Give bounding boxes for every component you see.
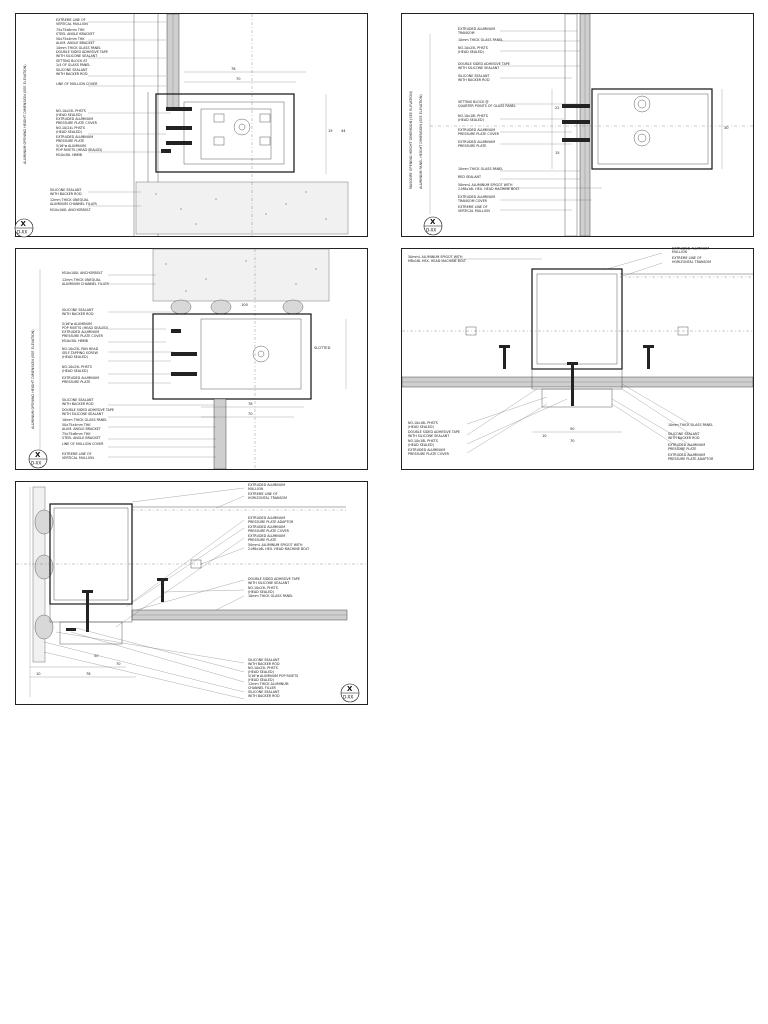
svg-text:DOUBLE SIDED ADHESIVE TAPE: DOUBLE SIDED ADHESIVE TAPE <box>458 62 510 66</box>
svg-text:WITH BACKER ROD: WITH BACKER ROD <box>668 436 700 440</box>
svg-text:75x75x6mm THK: 75x75x6mm THK <box>56 28 85 32</box>
vertical-dimension-text: ALUMINUM OPENING HEIGHT DIMENSION (SEE ELEVATION) <box>23 64 27 164</box>
svg-text:WITH SILICONE SEALANT: WITH SILICONE SEALANT <box>458 66 500 70</box>
svg-text:75x75x6mm THK: 75x75x6mm THK <box>62 432 91 436</box>
svg-text:EXTRUDED ALUMINUM: EXTRUDED ALUMINUM <box>62 376 100 380</box>
svg-text:PRESSURE PLATE: PRESSURE PLATE <box>248 538 277 542</box>
svg-text:10mm THICK GLASS PANEL: 10mm THICK GLASS PANEL <box>458 167 504 171</box>
svg-text:50mmL ALUMINUM SPIGOT WITH: 50mmL ALUMINUM SPIGOT WITH <box>408 255 463 259</box>
svg-text:SILICONE SEALANT: SILICONE SEALANT <box>62 398 94 402</box>
svg-text:SILICONE SEALANT: SILICONE SEALANT <box>248 690 280 694</box>
dimension-30: 30 <box>724 126 729 130</box>
dimension-78: 78 <box>86 672 91 676</box>
mullion-profile <box>50 504 132 604</box>
detail-sheet-3 <box>15 248 368 470</box>
concrete-slab <box>136 182 348 234</box>
callout-labels <box>248 483 310 698</box>
svg-text:WITH BACKER ROD: WITH BACKER ROD <box>248 662 280 666</box>
svg-text:SETTING BLOCK @: SETTING BLOCK @ <box>458 100 489 104</box>
svg-text:EXTRUDED ALUMINUM: EXTRUDED ALUMINUM <box>62 330 100 334</box>
svg-text:SETTING BLOCK AT: SETTING BLOCK AT <box>56 59 88 63</box>
svg-text:X: X <box>35 451 41 459</box>
mullion-profile <box>153 314 311 399</box>
callout-labels <box>62 271 114 460</box>
svg-text:WITH BACKER ROD: WITH BACKER ROD <box>248 694 280 698</box>
svg-text:PRESSURE PLATE ADAPTOR: PRESSURE PLATE ADAPTOR <box>668 457 714 461</box>
detail-sheet-5 <box>15 481 368 705</box>
svg-text:DOUBLE SIDED ADHESIVE TAPE: DOUBLE SIDED ADHESIVE TAPE <box>248 577 300 581</box>
dimension-50: 50 <box>94 654 99 658</box>
svg-text:ALUMINUM CHANNEL FILLER: ALUMINUM CHANNEL FILLER <box>62 282 109 286</box>
svg-text:(HEAD SEALED): (HEAD SEALED) <box>62 369 88 373</box>
dimension-19: 19 <box>328 129 333 133</box>
svg-text:EXTRUDED ALUMINUM: EXTRUDED ALUMINUM <box>458 140 496 144</box>
svg-text:WITH SILICONE SEALANT: WITH SILICONE SEALANT <box>408 434 450 438</box>
vertical-dimension-text: ALUMINUM PANEL HEIGHT DIMENSION (SEE ELEVATION) <box>419 94 423 189</box>
svg-text:WITH BACKER ROD: WITH BACKER ROD <box>62 402 94 406</box>
svg-text:NO.10x25L PAN HEAD: NO.10x25L PAN HEAD <box>62 347 99 351</box>
screw-icon <box>66 578 168 632</box>
svg-text:EXTREME LINE OF: EXTREME LINE OF <box>62 452 92 456</box>
detail-tag <box>29 450 47 468</box>
svg-text:TRANSOM COVER: TRANSOM COVER <box>458 199 487 203</box>
svg-text:EXTRUDED ALUMINUM: EXTRUDED ALUMINUM <box>248 516 286 520</box>
svg-text:WITH SILICONE SEALANT: WITH SILICONE SEALANT <box>56 54 98 58</box>
svg-text:EXTRUDED ALUMINUM: EXTRUDED ALUMINUM <box>458 128 496 132</box>
svg-text:(HEAD SEALED): (HEAD SEALED) <box>248 678 274 682</box>
svg-text:SELF-TAPPING SCREW: SELF-TAPPING SCREW <box>62 351 98 355</box>
mullion-profile <box>532 269 622 369</box>
svg-text:SILICONE SEALANT: SILICONE SEALANT <box>56 68 88 72</box>
svg-text:WITH BACKER ROD: WITH BACKER ROD <box>458 78 490 82</box>
svg-text:EXTRUDED ALUMINUM: EXTRUDED ALUMINUM <box>672 246 710 251</box>
svg-text:POP RIVETS (HEAD SEALED): POP RIVETS (HEAD SEALED) <box>62 326 109 330</box>
svg-text:(HEAD SEALED): (HEAD SEALED) <box>408 443 434 447</box>
dimension-78: 78 <box>231 67 236 71</box>
svg-text:M10x30L HBMB: M10x30L HBMB <box>62 339 88 343</box>
svg-text:NO.10/24L PHSTS: NO.10/24L PHSTS <box>56 126 86 130</box>
svg-text:DOUBLE SIDED ADHESIVE TAPE: DOUBLE SIDED ADHESIVE TAPE <box>56 50 108 54</box>
callout-labels <box>408 247 714 462</box>
dimension-22: 22 <box>555 106 560 110</box>
screw-icon <box>171 329 197 376</box>
svg-text:EXTRUDED ALUMINUM: EXTRUDED ALUMINUM <box>668 453 706 457</box>
svg-text:PRESSURE PLATE COVER: PRESSURE PLATE COVER <box>62 334 103 338</box>
dimension-50: 50 <box>570 427 575 431</box>
svg-text:ALUMINUM CHANNEL FILLER: ALUMINUM CHANNEL FILLER <box>50 202 97 206</box>
svg-text:5/16"ø ALUMINUM: 5/16"ø ALUMINUM <box>56 144 86 148</box>
svg-text:PRESSURE PLATE: PRESSURE PLATE <box>56 139 85 143</box>
svg-text:SILICONE SEALANT: SILICONE SEALANT <box>50 188 82 192</box>
svg-text:LINE OF MULLION COVER: LINE OF MULLION COVER <box>62 442 104 446</box>
svg-text:X: X <box>430 218 436 226</box>
svg-text:EXTRUDED ALUMINUM: EXTRUDED ALUMINUM <box>458 195 496 199</box>
svg-text:EXTRUDED ALUMINUM: EXTRUDED ALUMINUM <box>668 443 706 447</box>
svg-text:WITH SILICONE SEALANT: WITH SILICONE SEALANT <box>62 412 104 416</box>
detail-sheet-2 <box>401 13 754 237</box>
svg-text:ALUM. ANGLE BRACKET: ALUM. ANGLE BRACKET <box>56 41 95 45</box>
dimension-100: 100 <box>241 303 248 307</box>
svg-text:12mm THICK ALUMINUM: 12mm THICK ALUMINUM <box>248 682 289 686</box>
svg-text:TRANSOM: TRANSOM <box>458 31 475 35</box>
svg-text:(HEAD SEALED): (HEAD SEALED) <box>56 113 82 117</box>
svg-text:VERTICAL MULLION: VERTICAL MULLION <box>458 209 490 213</box>
svg-text:PRESSURE PLATE COVER: PRESSURE PLATE COVER <box>408 452 449 456</box>
svg-text:50mmL ALUMINUM SPIGOT WITH: 50mmL ALUMINUM SPIGOT WITH <box>248 543 303 547</box>
svg-text:D-XX: D-XX <box>426 227 437 233</box>
svg-text:NO.10x25L PHSTS: NO.10x25L PHSTS <box>248 586 278 590</box>
svg-text:SILICONE SEALANT: SILICONE SEALANT <box>248 658 280 662</box>
svg-text:50x75x4mm THK: 50x75x4mm THK <box>56 37 85 41</box>
svg-text:SILICONE SEALANT: SILICONE SEALANT <box>62 308 94 312</box>
svg-text:EXTREME LINE OF: EXTREME LINE OF <box>672 256 702 260</box>
svg-text:PRESSURE PLATE: PRESSURE PLATE <box>668 447 697 451</box>
svg-text:X: X <box>20 220 26 228</box>
svg-text:STEEL ANGLE BRACKET: STEEL ANGLE BRACKET <box>56 32 95 36</box>
svg-text:(HEAD SEALED): (HEAD SEALED) <box>248 590 274 594</box>
svg-text:10mm THICK GLASS PANEL: 10mm THICK GLASS PANEL <box>458 38 504 42</box>
svg-text:(HEAD SEALED): (HEAD SEALED) <box>408 425 434 429</box>
screw-icon <box>499 345 654 406</box>
svg-text:PRESSURE PLATE COVER: PRESSURE PLATE COVER <box>248 529 289 533</box>
screw-icon <box>161 107 192 153</box>
svg-text:VERTICAL MULLION: VERTICAL MULLION <box>56 22 88 26</box>
svg-text:EXTREME LINE OF: EXTREME LINE OF <box>458 205 488 209</box>
svg-text:SILICONE SEALANT: SILICONE SEALANT <box>458 74 490 78</box>
detail-tag <box>15 219 33 237</box>
dimension-70: 70 <box>248 412 253 416</box>
svg-text:12mm THICK UNEQUAL: 12mm THICK UNEQUAL <box>62 278 101 282</box>
svg-text:(HEAD SEALED): (HEAD SEALED) <box>62 355 88 359</box>
svg-text:(HEAD SEALED): (HEAD SEALED) <box>248 670 274 674</box>
dimension-10: 10 <box>36 672 41 676</box>
svg-text:CHANNEL FILLER: CHANNEL FILLER <box>248 686 276 690</box>
svg-text:HORIZONTAL TRANSOM: HORIZONTAL TRANSOM <box>248 496 287 500</box>
svg-text:M10x100L ANCHORBOLT: M10x100L ANCHORBOLT <box>62 271 103 275</box>
svg-text:WITH BACKER ROD: WITH BACKER ROD <box>62 312 94 316</box>
svg-text:STEEL ANGLE BRACKET: STEEL ANGLE BRACKET <box>62 436 101 440</box>
svg-text:EXTREME LINE OF: EXTREME LINE OF <box>56 18 86 22</box>
svg-text:PRESSURE PLATE: PRESSURE PLATE <box>62 380 91 384</box>
glass-panel <box>214 399 226 469</box>
dimension-70: 70 <box>236 77 241 81</box>
svg-text:1/4 OF GLASS PANEL: 1/4 OF GLASS PANEL <box>56 63 91 67</box>
svg-text:(HEAD SEALED): (HEAD SEALED) <box>56 130 82 134</box>
svg-text:EXTREME LINE OF: EXTREME LINE OF <box>248 492 278 496</box>
svg-text:EXTRUDED ALUMINUM: EXTRUDED ALUMINUM <box>248 534 286 538</box>
svg-text:10mm THICK GLASS PANEL: 10mm THICK GLASS PANEL <box>62 418 108 422</box>
detail-tag <box>341 684 359 702</box>
detail-sheet-1 <box>15 13 368 237</box>
dimension-78: 78 <box>248 402 253 406</box>
svg-text:10mm THICK GLASS PANEL: 10mm THICK GLASS PANEL <box>248 594 294 598</box>
svg-text:M10x30L HBMB: M10x30L HBMB <box>56 153 82 157</box>
concrete-slab <box>153 249 329 301</box>
svg-text:QUARTER POINTS OF GLASS PANEL: QUARTER POINTS OF GLASS PANEL <box>458 104 516 108</box>
dimension-15: 15 <box>555 151 560 155</box>
svg-text:EXTRUDED ALUMINUM: EXTRUDED ALUMINUM <box>56 135 94 139</box>
svg-text:WITH BACKER ROD: WITH BACKER ROD <box>50 192 82 196</box>
vertical-dimension-text: MASONRY OPENING HEIGHT DIMENSION (SEE ELEVATION) <box>409 91 413 189</box>
dimension-44: 44 <box>341 129 346 133</box>
svg-text:EXTRUDED ALUMINUM: EXTRUDED ALUMINUM <box>248 525 286 529</box>
svg-text:PRESSURE PLATE ADAPTOR: PRESSURE PLATE ADAPTOR <box>248 520 294 524</box>
svg-text:NO.10x25L PHSTS: NO.10x25L PHSTS <box>458 46 488 50</box>
svg-text:EXTRUDED ALUMINUM: EXTRUDED ALUMINUM <box>408 448 446 452</box>
vertical-dimension-text: ALUMINUM OPENING HEIGHT DIMENSION (SEE ELEVATION) <box>31 329 35 429</box>
svg-text:DOUBLE SIDED ADHESIVE TAPE: DOUBLE SIDED ADHESIVE TAPE <box>408 430 460 434</box>
svg-text:10mm THICK GLASS PANEL: 10mm THICK GLASS PANEL <box>56 46 102 50</box>
svg-text:M8x16L HEX. HEAD MACHINE BOLT: M8x16L HEX. HEAD MACHINE BOLT <box>408 259 466 263</box>
svg-text:EXTRUDED ALUMINUM: EXTRUDED ALUMINUM <box>458 27 496 31</box>
svg-text:5/16"ø ALUMINUM POP RIVETS: 5/16"ø ALUMINUM POP RIVETS <box>248 674 299 678</box>
svg-text:D-XX: D-XX <box>17 229 28 235</box>
dimension-70: 70 <box>570 439 575 443</box>
svg-text:NO.10x25L PHSTS: NO.10x25L PHSTS <box>62 365 92 369</box>
svg-text:PRESSURE PLATE COVER: PRESSURE PLATE COVER <box>56 121 97 125</box>
svg-text:MULLION: MULLION <box>248 487 263 491</box>
svg-text:(HEAD SEALED): (HEAD SEALED) <box>458 118 484 122</box>
svg-text:50x75x4mm THK: 50x75x4mm THK <box>62 423 91 427</box>
svg-text:POP RIVETS (HEAD SEALED): POP RIVETS (HEAD SEALED) <box>56 148 103 152</box>
svg-text:2-M8x16L HEX. HEAD MACHINE BOL: 2-M8x16L HEX. HEAD MACHINE BOLT <box>458 187 520 191</box>
svg-text:NO.10x18L PHSTS: NO.10x18L PHSTS <box>408 439 438 443</box>
dimension-10: 10 <box>542 434 547 438</box>
svg-text:LINE OF MULLION COVER: LINE OF MULLION COVER <box>56 82 98 86</box>
svg-text:NO.10x18L PHSTS: NO.10x18L PHSTS <box>408 421 438 425</box>
svg-text:NO.10x18L PHSTS: NO.10x18L PHSTS <box>458 114 488 118</box>
svg-text:VERTICAL MULLION: VERTICAL MULLION <box>62 456 94 460</box>
dimension-slotted: SLOTTED <box>314 346 331 350</box>
svg-text:X: X <box>347 685 353 693</box>
svg-text:ALUM. ANGLE BRACKET: ALUM. ANGLE BRACKET <box>62 427 101 431</box>
callout-labels <box>457 27 520 213</box>
svg-text:10mm THICK GLASS PANEL: 10mm THICK GLASS PANEL <box>668 423 714 427</box>
svg-text:WITH SILICONE SEALANT: WITH SILICONE SEALANT <box>248 581 290 585</box>
svg-text:SILICONE SEALANT: SILICONE SEALANT <box>668 432 700 436</box>
svg-text:RED SEALANT: RED SEALANT <box>458 175 482 179</box>
svg-text:NO.10x25L PHSTS: NO.10x25L PHSTS <box>56 109 86 113</box>
svg-text:M10x100L ANCHORBOLT: M10x100L ANCHORBOLT <box>50 208 91 212</box>
svg-text:5/16"ø ALUMINUM: 5/16"ø ALUMINUM <box>62 322 92 326</box>
svg-text:PRESSURE PLATE COVER: PRESSURE PLATE COVER <box>458 132 499 136</box>
svg-text:MULLION: MULLION <box>672 250 687 254</box>
svg-text:EXTRUDED ALUMINUM: EXTRUDED ALUMINUM <box>56 117 94 121</box>
svg-text:D-XX: D-XX <box>343 694 354 700</box>
svg-text:D-XX: D-XX <box>31 460 42 466</box>
svg-text:PRESSURE PLATE: PRESSURE PLATE <box>458 144 487 148</box>
callout-labels <box>50 18 108 212</box>
detail-tag <box>424 217 442 235</box>
svg-text:DOUBLE SIDED ADHESIVE TAPE: DOUBLE SIDED ADHESIVE TAPE <box>62 408 114 412</box>
anchor-bolt <box>234 119 250 135</box>
svg-text:(HEAD SEALED): (HEAD SEALED) <box>458 50 484 54</box>
svg-text:EXTRUDED ALUMINUM: EXTRUDED ALUMINUM <box>248 483 286 487</box>
svg-text:WITH BACKER ROD: WITH BACKER ROD <box>56 72 88 76</box>
svg-text:12mm THICK UNEQUAL: 12mm THICK UNEQUAL <box>50 198 89 202</box>
transom-profile <box>592 89 712 169</box>
svg-text:50mmL ALUMINUM SPIGOT WITH: 50mmL ALUMINUM SPIGOT WITH <box>458 183 513 187</box>
svg-text:NO.10x25L PHSTS: NO.10x25L PHSTS <box>248 666 278 670</box>
svg-text:2-M8x16L HEX. HEAD MACHINE BOL: 2-M8x16L HEX. HEAD MACHINE BOLT <box>248 547 310 551</box>
detail-sheet-4 <box>401 248 754 470</box>
dimension-70: 70 <box>116 662 121 666</box>
svg-text:HORIZONTAL TRANSOM: HORIZONTAL TRANSOM <box>672 260 711 264</box>
